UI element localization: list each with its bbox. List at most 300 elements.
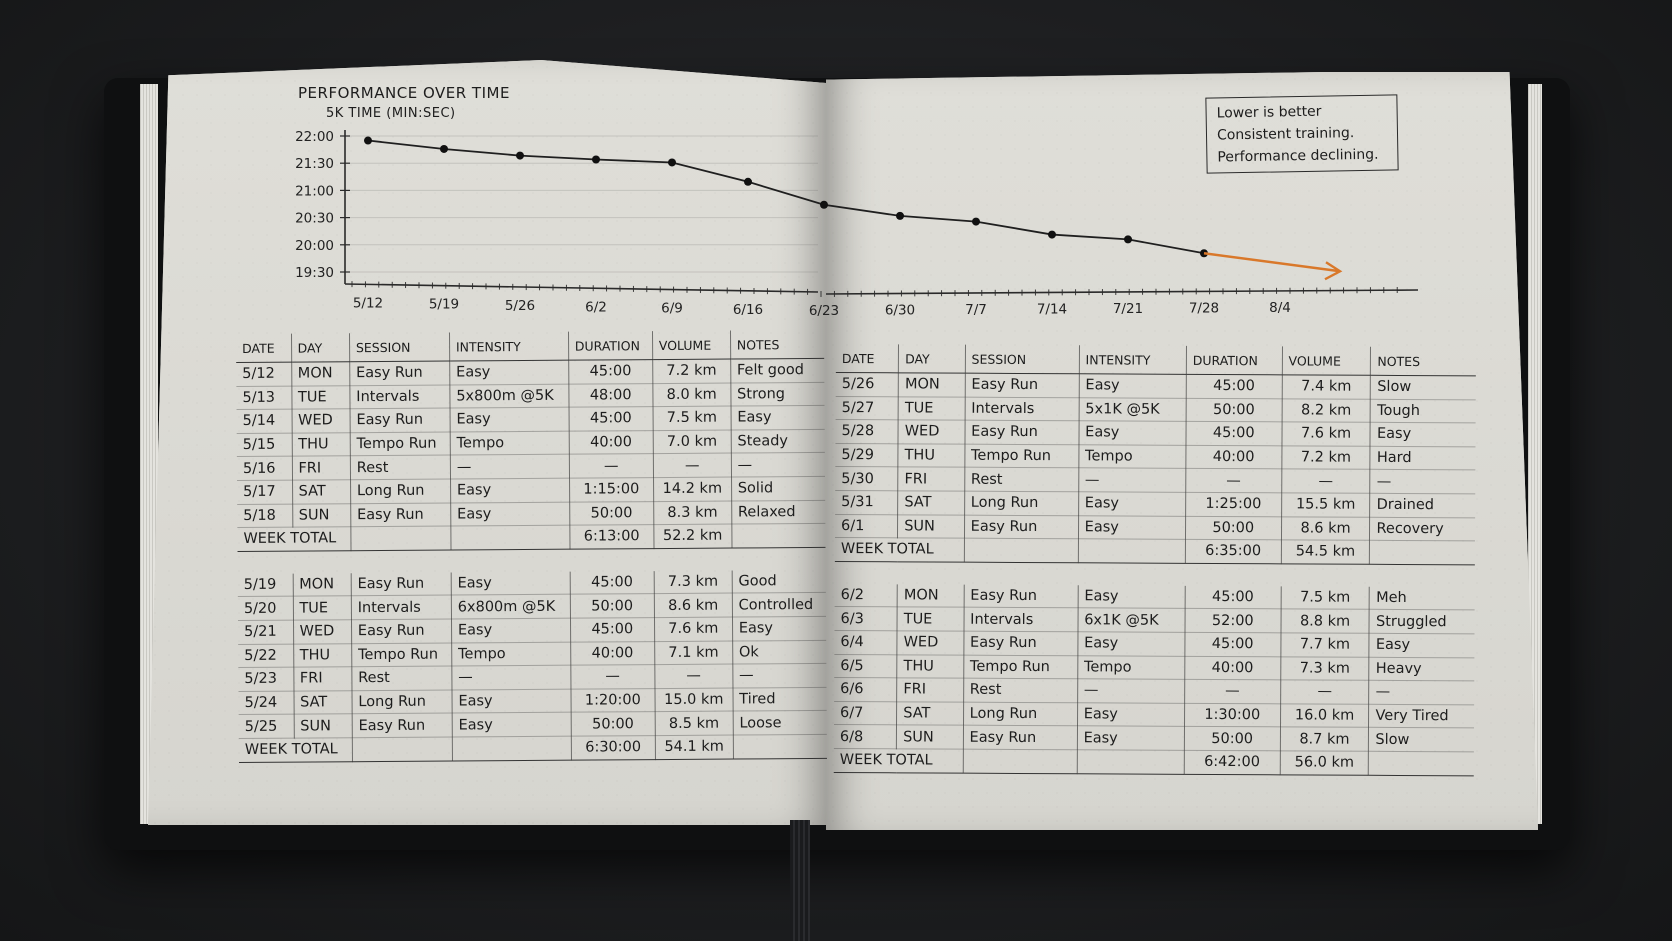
table-cell: Tempo	[450, 431, 569, 455]
data-point	[516, 152, 524, 160]
table-cell: Tempo Run	[350, 432, 450, 456]
total-cell: 56.0 km	[1280, 751, 1369, 775]
table-cell: 50:00	[569, 501, 653, 525]
table-cell: Easy	[1370, 422, 1475, 446]
table-cell: Rest	[350, 455, 450, 479]
total-cell: 52.2 km	[654, 524, 732, 548]
table-cell: Easy	[1078, 585, 1185, 609]
table-row	[834, 654, 1474, 681]
table-cell: SAT	[898, 491, 965, 515]
table-cell: Steady	[731, 429, 825, 453]
table-row	[835, 467, 1475, 494]
table-cell: 15.0 km	[655, 688, 733, 712]
table-cell: 5/17	[237, 480, 292, 504]
table-cell: 8.3 km	[653, 501, 731, 525]
column-header: DAY	[899, 344, 966, 373]
column-header: DATE	[836, 344, 899, 373]
table-cell: —	[1369, 680, 1474, 704]
week-total-row	[834, 748, 1474, 775]
table-cell: SUN	[897, 725, 964, 749]
data-point	[896, 212, 904, 220]
table-cell: Drained	[1370, 493, 1475, 517]
table-cell: Heavy	[1369, 657, 1474, 681]
table-cell: 16.0 km	[1280, 704, 1369, 728]
table-cell: Easy	[452, 712, 571, 736]
table-cell: 1:25:00	[1185, 492, 1281, 516]
week-spacer	[835, 561, 1475, 587]
table-cell: 15.5 km	[1281, 493, 1370, 517]
table-row	[835, 584, 1475, 610]
table-cell: Easy	[450, 360, 569, 384]
table-row	[835, 420, 1475, 447]
table-cell: Relaxed	[731, 500, 825, 524]
table-cell: —	[1186, 469, 1282, 493]
x-tick-label: 6/23	[808, 303, 840, 320]
table-cell: Easy Run	[351, 619, 451, 643]
table-cell: WED	[293, 620, 351, 644]
spacer-cell	[451, 549, 570, 572]
table-cell: 1:20:00	[571, 688, 655, 712]
column-header: DURATION	[568, 331, 652, 360]
table-cell: WED	[292, 409, 350, 433]
data-point	[744, 178, 752, 186]
table-cell: 5/18	[237, 504, 292, 528]
table-row	[834, 701, 1474, 728]
chart-ylabel: 5K TIME (MIN:SEC)	[326, 106, 456, 121]
table-cell: 5/28	[835, 420, 898, 444]
column-header: INTENSITY	[449, 332, 568, 361]
spacer-cell	[732, 547, 826, 570]
table-cell: Intervals	[964, 608, 1078, 632]
table-cell: 7.2 km	[1281, 446, 1370, 470]
total-cell: WEEK TOTAL	[237, 527, 350, 551]
total-cell: 54.1 km	[655, 735, 733, 759]
table-cell: Tempo	[1079, 445, 1186, 469]
table-cell: Easy	[451, 571, 570, 595]
table-row	[835, 490, 1475, 517]
table-cell: Ok	[732, 640, 826, 664]
table-cell: 6/2	[835, 584, 898, 607]
table-cell: Easy	[1369, 633, 1474, 657]
table-cell: Easy Run	[350, 408, 450, 432]
table-cell: Intervals	[350, 385, 450, 409]
right-training-log	[834, 344, 1476, 776]
spacer-cell	[238, 551, 293, 574]
table-cell: 40:00	[569, 430, 653, 454]
notes-line: Lower is better	[1216, 103, 1322, 122]
table-cell: Meh	[1370, 587, 1475, 611]
table-cell: THU	[897, 654, 964, 678]
x-tick-label: 7/28	[1188, 300, 1220, 317]
x-tick-label: 6/2	[585, 299, 607, 316]
table-cell: Easy	[731, 406, 825, 430]
table-header-row	[236, 330, 824, 363]
x-tick-label: 7/7	[965, 301, 987, 318]
table-cell: 5/26	[836, 372, 899, 396]
table-cell: TUE	[293, 596, 351, 620]
table-cell: 7.5 km	[1281, 586, 1370, 610]
x-tick-label: 6/16	[732, 301, 764, 318]
table-cell: 45:00	[570, 571, 654, 595]
empty-cell	[1077, 750, 1184, 774]
table-cell: —	[655, 664, 733, 688]
empty-cell	[351, 526, 451, 550]
table-cell: Strong	[731, 382, 825, 406]
spacer-cell	[293, 550, 351, 573]
table-cell: Good	[732, 570, 826, 594]
table-cell: FRI	[292, 456, 350, 480]
column-header: DATE	[236, 334, 291, 363]
table-row	[836, 372, 1476, 399]
table-cell: Very Tired	[1369, 704, 1474, 728]
y-tick-label: 20:30	[295, 210, 334, 227]
table-cell: 6/8	[834, 725, 897, 749]
table-cell: Long Run	[350, 479, 450, 503]
table-cell: 5x800m @5K	[450, 384, 569, 408]
table-cell: 5/12	[236, 362, 291, 386]
total-cell: 6:42:00	[1184, 750, 1280, 774]
table-cell: 45:00	[568, 360, 652, 384]
table-cell: Solid	[731, 476, 825, 500]
data-point	[668, 158, 676, 166]
table-cell: —	[569, 454, 653, 478]
x-tick-label: 8/4	[1269, 299, 1291, 316]
empty-cell	[1369, 751, 1474, 775]
table-cell: Easy	[451, 618, 570, 642]
table-cell: 50:00	[571, 712, 655, 736]
table-cell: 5/20	[238, 596, 293, 620]
empty-cell	[1370, 540, 1475, 564]
table-cell: 7.6 km	[654, 617, 732, 641]
spacer-cell	[964, 562, 1078, 585]
x-tick-label: 5/26	[504, 297, 536, 314]
table-cell: Easy Run	[964, 515, 1078, 539]
total-cell: WEEK TOTAL	[835, 538, 964, 562]
spacer-cell	[1185, 563, 1281, 586]
table-cell: SAT	[293, 690, 351, 714]
week-total-row	[835, 538, 1475, 565]
table-cell: 5/27	[836, 396, 899, 420]
table-cell: Tempo Run	[964, 444, 1078, 468]
table-cell: 48:00	[569, 383, 653, 407]
table-cell: MON	[897, 584, 964, 607]
table-cell: 6/1	[835, 514, 898, 538]
table-cell: Easy Run	[351, 572, 451, 596]
table-cell: THU	[898, 444, 965, 468]
table-cell: 1:30:00	[1184, 703, 1280, 727]
column-header: DAY	[291, 333, 350, 362]
table-cell: 7.2 km	[652, 359, 730, 383]
table-cell: 8.5 km	[655, 711, 733, 735]
empty-cell	[1078, 539, 1185, 563]
table-cell: 5/23	[238, 667, 293, 691]
x-tick-label: 7/14	[1036, 301, 1068, 318]
table-cell: —	[1370, 470, 1475, 494]
total-cell: 6:35:00	[1185, 539, 1281, 563]
table-row	[835, 443, 1475, 470]
table-cell: Hard	[1370, 446, 1475, 470]
table-cell: 45:00	[1185, 586, 1281, 610]
table-cell: Easy	[451, 502, 570, 526]
table-cell: 7.4 km	[1282, 375, 1371, 399]
table-cell: Tempo	[1077, 655, 1184, 679]
table-cell: 7.3 km	[1280, 656, 1369, 680]
table-cell: Slow	[1371, 375, 1476, 399]
table-cell: SUN	[294, 714, 352, 738]
table-cell: 5/31	[835, 490, 898, 514]
table-cell: 14.2 km	[653, 477, 731, 501]
table-cell: Tempo	[452, 642, 571, 666]
y-tick-label: 21:00	[295, 183, 334, 200]
table-cell: THU	[293, 643, 351, 667]
table-cell: Easy	[1078, 632, 1185, 656]
spacer-cell	[1370, 564, 1475, 587]
table-cell: Easy Run	[964, 631, 1078, 655]
table-cell: Easy	[1078, 515, 1185, 539]
table-cell: 45:00	[570, 618, 654, 642]
table-cell: 8.6 km	[1281, 516, 1370, 540]
x-tick-label: 5/12	[352, 295, 384, 312]
spacer-cell	[654, 548, 732, 571]
table-cell: 6/3	[835, 607, 898, 631]
table-cell: Tempo Run	[963, 655, 1077, 679]
table-cell: Easy Run	[963, 725, 1077, 749]
table-cell: Long Run	[352, 690, 452, 714]
table-cell: Loose	[733, 711, 827, 735]
table-cell: 6x1K @5K	[1078, 608, 1185, 632]
table-cell: 45:00	[1185, 632, 1281, 656]
y-tick-label: 20:00	[295, 237, 334, 254]
table-cell: 7.7 km	[1280, 633, 1369, 657]
table-cell: 8.7 km	[1280, 727, 1369, 751]
table-cell: 52:00	[1185, 609, 1281, 633]
data-point	[972, 218, 980, 226]
table-cell: WED	[898, 420, 965, 444]
table-cell: 45:00	[1186, 374, 1282, 398]
table-header-row	[836, 344, 1476, 376]
left-training-log	[236, 330, 827, 763]
table-cell: Slow	[1369, 728, 1474, 752]
total-cell: 54.5 km	[1281, 540, 1370, 564]
table-row	[836, 396, 1476, 423]
data-point	[440, 145, 448, 153]
table-cell: 50:00	[1186, 398, 1282, 422]
table-cell: Tired	[733, 687, 827, 711]
table-cell: Easy	[1079, 374, 1186, 398]
table-cell: MON	[291, 362, 349, 386]
table-cell: 5/14	[237, 409, 292, 433]
column-header: NOTES	[730, 330, 824, 359]
total-cell: 6:30:00	[571, 735, 655, 759]
table-cell: 5/30	[835, 467, 898, 491]
table-cell: Easy	[1079, 421, 1186, 445]
column-header: SESSION	[349, 333, 449, 362]
table-cell: Rest	[964, 468, 1078, 492]
table-cell: 8.6 km	[654, 593, 732, 617]
table-cell: —	[452, 665, 571, 689]
table-cell: 5/22	[238, 644, 293, 668]
table-cell: 50:00	[1184, 727, 1280, 751]
empty-cell	[451, 525, 570, 549]
spacer-cell	[351, 550, 451, 573]
table-cell: WED	[897, 631, 964, 655]
y-tick-label: 21:30	[295, 156, 334, 173]
table-cell: Felt good	[730, 358, 824, 382]
table-cell: SUN	[292, 503, 350, 527]
table-cell: 5/13	[236, 386, 291, 410]
table-row	[834, 725, 1474, 752]
column-header: SESSION	[965, 345, 1079, 374]
table-row	[834, 630, 1474, 657]
empty-cell	[963, 749, 1077, 773]
table-cell: Easy	[452, 689, 571, 713]
column-header: NOTES	[1371, 347, 1476, 376]
table-cell: 40:00	[1185, 656, 1281, 680]
data-point	[592, 155, 600, 163]
table-row	[835, 607, 1475, 634]
table-cell: Easy	[1077, 726, 1184, 750]
table-cell: Long Run	[964, 491, 1078, 515]
table-cell: Tempo Run	[351, 643, 451, 667]
table-cell: Rest	[352, 666, 452, 690]
table-cell: Recovery	[1370, 517, 1475, 541]
table-cell: Easy Run	[964, 584, 1078, 608]
table-cell: TUE	[897, 607, 964, 631]
table-cell: MON	[293, 573, 351, 597]
table-cell: Struggled	[1369, 610, 1474, 634]
table-cell: 7.0 km	[653, 430, 731, 454]
table-cell: 6/4	[834, 630, 897, 654]
table-cell: —	[571, 665, 655, 689]
table-cell: 5/29	[835, 443, 898, 467]
table-cell: 7.6 km	[1282, 422, 1371, 446]
data-point	[820, 201, 828, 209]
table-cell: THU	[292, 432, 350, 456]
table-cell: Easy Run	[351, 503, 451, 527]
table-cell: Easy	[1077, 702, 1184, 726]
table-cell: SAT	[897, 702, 964, 726]
table-cell: 5/24	[238, 691, 293, 715]
table-cell: —	[1077, 679, 1184, 703]
table-cell: 5/19	[238, 573, 293, 596]
y-tick-label: 19:30	[295, 265, 334, 281]
table-cell: Long Run	[963, 702, 1077, 726]
total-cell: WEEK TOTAL	[834, 748, 963, 772]
spacer-cell	[570, 548, 654, 571]
x-tick-label: 6/9	[661, 300, 683, 317]
x-tick-label: 7/21	[1112, 300, 1144, 317]
table-cell: —	[1078, 468, 1185, 492]
trend-projection-line	[1204, 253, 1340, 271]
table-cell: 5x1K @5K	[1079, 397, 1186, 421]
total-cell: WEEK TOTAL	[239, 738, 352, 762]
y-tick-label: 22:00	[295, 129, 334, 145]
notes-line: Performance declining.	[1217, 146, 1379, 166]
table-cell: Easy	[1078, 492, 1185, 516]
empty-cell	[452, 736, 571, 760]
table-cell: —	[1280, 680, 1369, 704]
table-cell: SAT	[292, 480, 350, 504]
table-cell: 1:15:00	[569, 478, 653, 502]
table-cell: 5/21	[238, 620, 293, 644]
table-cell: 8.2 km	[1282, 398, 1371, 422]
table-cell: 40:00	[1186, 445, 1282, 469]
table-cell: Easy	[450, 478, 569, 502]
table-cell: SUN	[898, 514, 965, 538]
x-tick-label: 6/30	[884, 302, 916, 319]
data-point	[1048, 231, 1056, 239]
spacer-cell	[1078, 563, 1185, 586]
column-header: VOLUME	[1282, 346, 1371, 375]
empty-cell	[964, 538, 1078, 562]
table-cell: 5/15	[237, 433, 292, 457]
table-cell: Tough	[1371, 399, 1476, 423]
table-cell: —	[1184, 679, 1280, 703]
table-cell: 40:00	[570, 641, 654, 665]
table-cell: MON	[898, 373, 965, 397]
series-line	[368, 141, 1204, 254]
table-cell: Easy Run	[352, 713, 452, 737]
table-cell: FRI	[293, 667, 351, 691]
table-cell: Intervals	[965, 397, 1079, 421]
table-cell: 7.3 km	[654, 570, 732, 594]
table-cell: —	[731, 453, 825, 477]
table-cell: Intervals	[351, 595, 451, 619]
empty-cell	[732, 524, 826, 548]
table-cell: 45:00	[1186, 422, 1282, 446]
table-cell: 5/25	[239, 714, 294, 738]
column-header: VOLUME	[652, 331, 730, 360]
table-cell: —	[733, 664, 827, 688]
table-row	[834, 678, 1474, 705]
table-cell: Rest	[963, 678, 1077, 702]
spacer-cell	[1281, 564, 1370, 587]
x-tick-label: 5/19	[428, 296, 460, 313]
table-cell: TUE	[291, 385, 349, 409]
table-cell: 7.5 km	[653, 406, 731, 430]
week-total-row	[239, 734, 827, 762]
spacer-cell	[897, 562, 964, 585]
table-cell: 7.1 km	[654, 641, 732, 665]
table-cell: FRI	[897, 678, 964, 702]
table-cell: 6/7	[834, 701, 897, 725]
data-point	[364, 137, 372, 145]
x-axis-line-left	[345, 284, 818, 292]
table-cell: —	[653, 453, 731, 477]
table-cell: 6/5	[834, 654, 897, 678]
table-cell: Easy Run	[965, 420, 1079, 444]
table-cell: 5/16	[237, 456, 292, 480]
table-cell: 45:00	[569, 407, 653, 431]
spacer-cell	[835, 561, 898, 584]
table-cell: Easy	[732, 616, 826, 640]
table-row	[835, 514, 1475, 541]
table-cell: 6x800m @5K	[451, 595, 570, 619]
table-cell: 50:00	[570, 594, 654, 618]
table-cell: Easy Run	[350, 361, 450, 385]
table-cell: —	[450, 455, 569, 479]
notes-line: Consistent training.	[1216, 125, 1355, 144]
table-cell: 6/6	[834, 678, 897, 702]
column-header: DURATION	[1186, 346, 1282, 375]
table-cell: 8.0 km	[653, 383, 731, 407]
table-cell: Controlled	[732, 593, 826, 617]
empty-cell	[352, 737, 452, 761]
table-cell: —	[1281, 469, 1370, 493]
data-point	[1124, 235, 1132, 243]
column-header: INTENSITY	[1079, 345, 1186, 374]
total-cell: 6:13:00	[570, 525, 654, 549]
